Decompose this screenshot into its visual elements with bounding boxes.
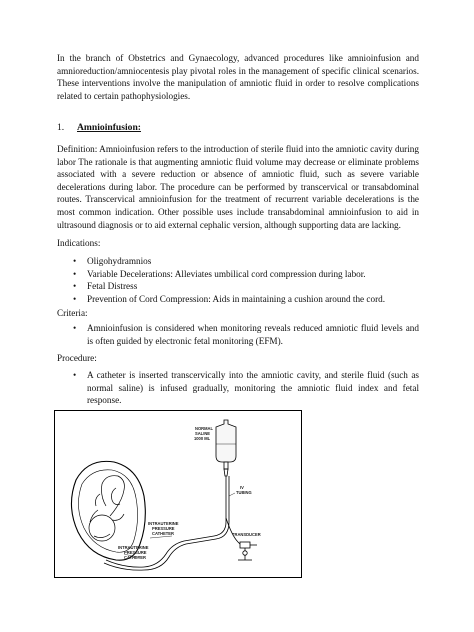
iv-tubing-label-2: TUBING (236, 490, 252, 495)
saline-label-1: NORMAL (195, 426, 213, 431)
list-item: • Prevention of Cord Compression: Aids in maintaining a cushion around the cord. (57, 293, 419, 306)
criteria-list (57, 322, 419, 347)
intrauterine-catheter-label-1: INTRAUTERINE (148, 521, 179, 526)
criteria-label: Criteria: (57, 308, 88, 318)
list-item: • Amnioinfusion is considered when monitoring reveals reduced amniotic fluid levels and is often guided by electronic fetal monitoring (EFM). (57, 322, 419, 347)
intrauterine-catheter-label-6: CATHETER (124, 555, 146, 560)
list-item: • Fetal Distress (57, 280, 419, 293)
intrauterine-catheter-label-2: PRESSURE (152, 526, 175, 531)
section-number: 1. (57, 122, 65, 133)
list-item: • Oligohydramnios (57, 255, 419, 268)
procedure-label: Procedure: (57, 353, 97, 363)
intrauterine-catheter-label-4: INTRAUTERINE (118, 545, 149, 550)
intro-paragraph: In the branch of Obstetrics and Gynaecology, advanced procedures like amnioinfusion and amnioreduction/amniocentesis play pivotal roles in the management of specific clinical scenarios. These interventions involve the manipulation of amniotic fluid in order to resolve complications related to certain pathophysiologies. (57, 53, 419, 101)
indications-list (57, 255, 419, 305)
iv-tubing-label-1: IV (240, 485, 244, 490)
transducer-label: TRANSDUCER (232, 532, 261, 537)
intrauterine-catheter-label-5: PRESSURE (124, 550, 147, 555)
intrauterine-catheter-label-3: CATHETER (152, 531, 174, 536)
section-heading (57, 122, 141, 133)
list-item: • A catheter is inserted transcervically into the amniotic cavity, and sterile fluid (such as normal saline) is infused gradually, monitoring the amniotic fluid index and fetal response. (57, 369, 419, 407)
list-item: • Variable Decelerations: Alleviates umbilical cord compression during labor. (57, 268, 419, 281)
procedure-list (57, 369, 419, 407)
figure-frame (55, 411, 302, 578)
indications-label: Indications: (57, 238, 101, 248)
saline-label-2: SALINE (195, 431, 211, 436)
definition-paragraph: Definition: Amnioinfusion refers to the introduction of sterile fluid into the amniotic cavity during labor The rationale is that augmenting amniotic fluid volume may decrease or eliminate problems associated with a severe reduction or absence of amniotic fluid, such as severe variable decelerations during labor. The procedure can be performed by transcervical or transabdominal routes. Transcervical amnioinfusion for the treatment of recurrent variable decelerations is the most common indication. Other possible uses include transabdominal amnioinfusion to aid in ultrasound diagnosis or to aid external cephalic version, although supporting data are lacking. (57, 144, 419, 230)
section-title: Amnioinfusion: (77, 122, 141, 133)
saline-label-3: 1000 ML (194, 436, 211, 441)
amnioinfusion-illustration (54, 410, 302, 578)
